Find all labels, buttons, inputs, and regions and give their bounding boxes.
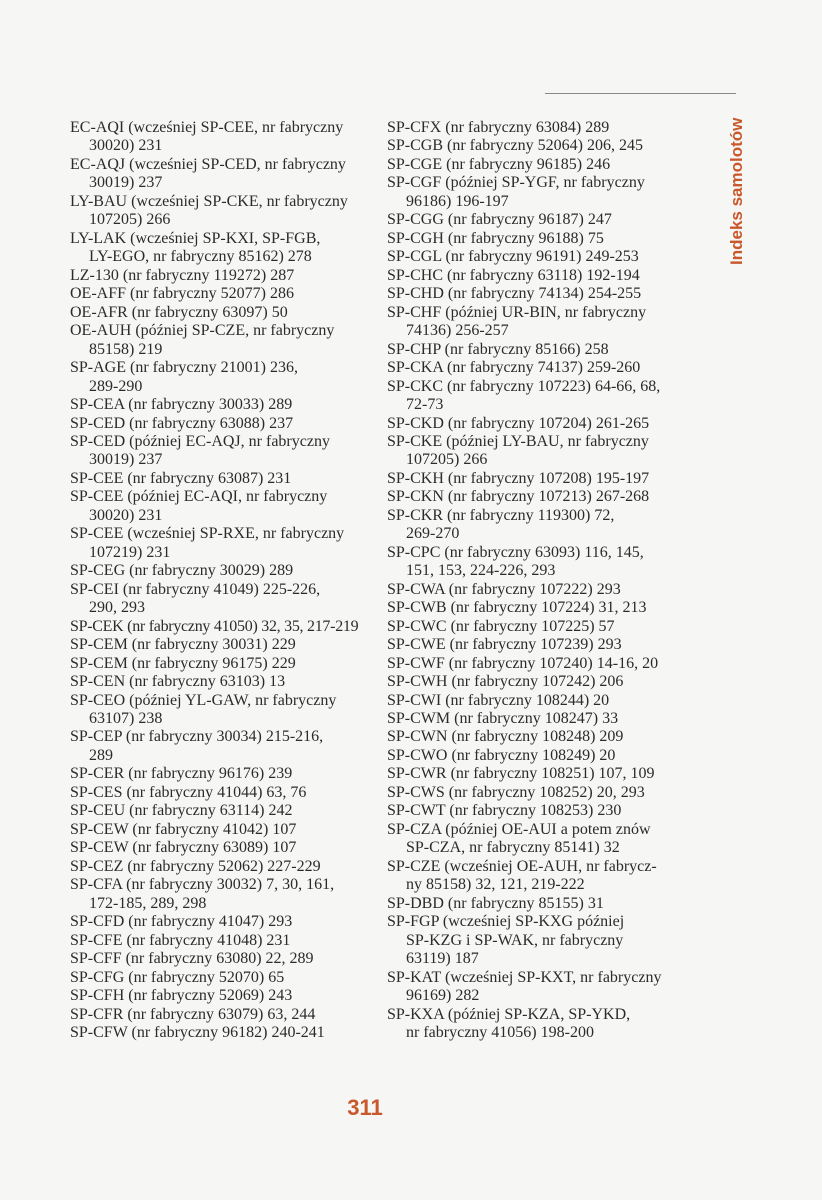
index-entry-continuation-line: 269-270 <box>406 525 460 543</box>
index-entry-line: SP-CGB (nr fabryczny 52064) 206, 245 <box>387 137 643 155</box>
index-entry-line: SP-CEE (nr fabryczny 63087) 231 <box>70 469 292 487</box>
index-entry-line: SP-CKN (nr fabryczny 107213) 267-268 <box>387 488 650 506</box>
index-entry-line: SP-CHC (nr fabryczny 63118) 192-194 <box>387 266 640 284</box>
index-entry-continuation-line: 151, 153, 224-226, 293 <box>406 562 556 580</box>
index-entry <box>70 581 358 618</box>
index-entry-line: SP-CED (nr fabryczny 63088) 237 <box>70 414 294 432</box>
index-entry <box>387 821 675 858</box>
index-entry <box>70 765 358 783</box>
index-entry-line: SP-CKH (nr fabryczny 107208) 195-197 <box>387 469 650 487</box>
index-entry <box>70 858 358 876</box>
index-entry <box>70 802 358 820</box>
index-entry-line: SP-CES (nr fabryczny 41044) 63, 76 <box>70 783 307 801</box>
index-entry <box>387 359 675 377</box>
index-entry-line: SP-CWC (nr fabryczny 107225) 57 <box>387 617 615 635</box>
index-entry <box>387 618 675 636</box>
index-entry <box>387 895 675 913</box>
index-entry-line: EC-AQI (wcześniej SP-CEE, nr fabryczny <box>70 119 344 136</box>
index-entry-line: SP-CKR (nr fabryczny 119300) 72, <box>387 506 615 524</box>
index-entry-line: SP-CEA (nr fabryczny 30033) 289 <box>70 396 293 414</box>
index-entry-continuation-line: 107219) 231 <box>89 543 171 561</box>
index-entry <box>387 156 675 174</box>
index-entry-line: OE-AFF (nr fabryczny 52077) 286 <box>70 285 294 303</box>
index-entry-continuation-line: 63119) 187 <box>406 950 479 968</box>
index-entry-line: SP-DBD (nr fabryczny 85155) 31 <box>387 894 604 912</box>
index-entry-continuation-line: 30020) 231 <box>89 506 163 524</box>
index-entry-continuation-line: 85158) 219 <box>89 340 163 358</box>
index-entry <box>387 802 675 820</box>
index-entry-continuation-line: 30019) 237 <box>89 451 163 469</box>
index-entry-line: SP-CER (nr fabryczny 96176) 239 <box>70 765 293 783</box>
section-side-tab: Indeks samolotów <box>727 117 746 265</box>
index-entry <box>70 488 358 525</box>
index-entry-line: SP-CEN (nr fabryczny 63103) 13 <box>70 673 286 691</box>
index-entry-line: OE-AUH (później SP-CZE, nr fabryczny <box>70 322 335 340</box>
index-entry <box>387 174 675 211</box>
index-entry <box>70 396 358 414</box>
index-entry <box>387 488 675 506</box>
index-entry-line: SP-CFH (nr fabryczny 52069) 243 <box>70 987 293 1005</box>
index-entry-continuation-line: 30020) 231 <box>89 137 163 155</box>
index-entry <box>70 932 358 950</box>
index-entry <box>387 341 675 359</box>
index-entry <box>387 378 675 415</box>
index-entry <box>387 415 675 433</box>
index-entry <box>387 655 675 673</box>
index-entry <box>387 784 675 802</box>
index-entry <box>387 211 675 229</box>
index-entry <box>387 248 675 266</box>
index-entry-line: SP-CWT (nr fabryczny 108253) 230 <box>387 802 622 820</box>
index-entry-line: SP-AGE (nr fabryczny 21001) 236, <box>70 359 298 377</box>
index-entry <box>387 230 675 248</box>
index-entry-line: LY-LAK (wcześniej SP-KXI, SP-FGB, <box>70 229 321 247</box>
index-entry-line: SP-CHP (nr fabryczny 85166) 258 <box>387 340 609 358</box>
index-entry <box>70 1006 358 1024</box>
index-entry <box>387 747 675 765</box>
index-entry <box>70 692 358 729</box>
index-entry-line: SP-CWB (nr fabryczny 107224) 31, 213 <box>387 599 647 617</box>
index-entry-line: SP-CWI (nr fabryczny 108244) 20 <box>387 691 610 709</box>
index-entry <box>70 359 358 396</box>
index-entry <box>70 470 358 488</box>
index-entry <box>70 950 358 968</box>
index-entry-line: SP-CWS (nr fabryczny 108252) 20, 293 <box>387 783 645 801</box>
index-entry-line: SP-CHD (nr fabryczny 74134) 254-255 <box>387 285 642 303</box>
index-entry <box>70 156 358 193</box>
index-entry <box>387 599 675 617</box>
index-entry-continuation-line: 96169) 282 <box>406 987 480 1005</box>
index-entry <box>387 913 675 968</box>
index-entry <box>70 673 358 691</box>
index-entry-line: SP-CED (później EC-AQJ, nr fabryczny <box>70 432 330 450</box>
index-entry <box>70 839 358 857</box>
index-entry <box>70 913 358 931</box>
index-entry-line: SP-CWO (nr fabryczny 108249) 20 <box>387 746 616 764</box>
index-entry-line: SP-CEW (nr fabryczny 41042) 107 <box>70 820 297 838</box>
index-entry-line: SP-CEE (wcześniej SP-RXE, nr fabryczny <box>70 525 345 543</box>
index-entry-line: SP-CEO (później YL-GAW, nr fabryczny <box>70 691 337 709</box>
index-entry-line: SP-CFR (nr fabryczny 63079) 63, 244 <box>70 1005 316 1023</box>
index-entry-continuation-line: 30019) 237 <box>89 174 163 192</box>
index-column-right <box>387 119 675 1042</box>
index-entry <box>70 285 358 303</box>
index-entry <box>70 433 358 470</box>
index-entry-line: SP-CFW (nr fabryczny 96182) 240-241 <box>70 1023 325 1041</box>
index-entry <box>70 784 358 802</box>
index-entry <box>70 193 358 230</box>
index-entry <box>387 728 675 746</box>
index-entry-line: SP-KAT (wcześniej SP-KXT, nr fabryczny <box>387 968 662 986</box>
index-entry-line: SP-CWA (nr fabryczny 107222) 293 <box>387 580 621 598</box>
index-entry-line: SP-CFA (nr fabryczny 30032) 7, 30, 161, <box>70 876 335 894</box>
index-entry-line: SP-CFF (nr fabryczny 63080) 22, 289 <box>70 950 314 968</box>
index-entry-line: SP-CEM (nr fabryczny 96175) 229 <box>70 654 296 672</box>
index-entry-line: SP-CEM (nr fabryczny 30031) 229 <box>70 636 296 654</box>
index-entry-line: SP-CEU (nr fabryczny 63114) 242 <box>70 802 293 820</box>
index-entry-line: OE-AFR (nr fabryczny 63097) 50 <box>70 303 288 321</box>
index-entry-line: LY-BAU (wcześniej SP-CKE, nr fabryczny <box>70 192 348 210</box>
index-entry <box>70 267 358 285</box>
index-entry-line: SP-CZA (później OE-AUI a potem znów <box>387 820 651 838</box>
header-rule <box>545 93 736 94</box>
index-entry <box>387 507 675 544</box>
index-entry-continuation-line: ny 85158) 32, 121, 219-222 <box>406 876 585 894</box>
index-entry-continuation-line: 289 <box>89 746 113 764</box>
index-entry-continuation-line: 172-185, 289, 298 <box>89 894 207 912</box>
index-entry-continuation-line: nr fabryczny 41056) 198-200 <box>406 1023 594 1041</box>
index-entry-continuation-line: 63107) 238 <box>89 710 163 727</box>
index-entry <box>387 544 675 581</box>
index-entry <box>387 581 675 599</box>
index-entry-line: SP-CWM (nr fabryczny 108247) 33 <box>387 710 619 727</box>
index-entry-line: SP-CGL (nr fabryczny 96191) 249-253 <box>387 248 639 266</box>
index-entry-line: SP-CKA (nr fabryczny 74137) 259-260 <box>387 359 641 377</box>
index-entry <box>387 304 675 341</box>
index-entry <box>70 728 358 765</box>
index-entry-continuation-line: 96186) 196-197 <box>406 192 509 210</box>
index-entry <box>70 636 358 654</box>
index-entry-line: SP-CFE (nr fabryczny 41048) 231 <box>70 931 291 949</box>
index-entry <box>70 618 358 636</box>
index-entry-line: SP-CEK (nr fabryczny 41050) 32, 35, 217-219 <box>70 617 359 635</box>
index-entry <box>387 969 675 1006</box>
index-entry <box>387 285 675 303</box>
index-entry <box>387 267 675 285</box>
index-entry-line: LZ-130 (nr fabryczny 119272) 287 <box>70 266 295 284</box>
index-entry <box>387 765 675 783</box>
index-entry-line: SP-CGH (nr fabryczny 96188) 75 <box>387 229 604 247</box>
index-entry-continuation-line: 107205) 266 <box>406 451 488 469</box>
index-entry-continuation-line: 72-73 <box>406 396 444 414</box>
index-entry <box>70 655 358 673</box>
index-entry-continuation-line: SP-KZG i SP-WAK, nr fabryczny <box>406 931 624 949</box>
index-entry <box>70 969 358 987</box>
index-entry-continuation-line: 289-290 <box>89 377 143 395</box>
index-entry <box>387 470 675 488</box>
index-entry <box>387 433 675 470</box>
index-entry-line: SP-CEZ (nr fabryczny 52062) 227-229 <box>70 857 321 875</box>
index-entry-line: SP-CWF (nr fabryczny 107240) 14-16, 20 <box>387 654 659 672</box>
index-entry-line: SP-CWH (nr fabryczny 107242) 206 <box>387 673 624 691</box>
index-entry-continuation-line: 290, 293 <box>89 599 145 617</box>
index-entry <box>70 525 358 562</box>
index-entry <box>70 119 358 156</box>
index-entry-line: SP-CFG (nr fabryczny 52070) 65 <box>70 968 285 986</box>
index-entry <box>387 858 675 895</box>
index-entry <box>70 987 358 1005</box>
index-entry-line: EC-AQJ (wcześniej SP-CED, nr fabryczny <box>70 155 346 173</box>
index-entry-line: SP-CHF (później UR-BIN, nr fabryczny <box>387 303 647 321</box>
index-entry-line: SP-CKC (nr fabryczny 107223) 64-66, 68, <box>387 377 661 395</box>
index-entry-line: SP-KXA (później SP-KZA, SP-YKD, <box>387 1005 631 1023</box>
index-entry <box>70 304 358 322</box>
index-entry <box>387 636 675 654</box>
index-entry-line: SP-CGE (nr fabryczny 96185) 246 <box>387 155 611 173</box>
index-entry <box>387 119 675 137</box>
index-entry-continuation-line: 107205) 266 <box>89 211 171 229</box>
index-entry-line: SP-CGG (nr fabryczny 96187) 247 <box>387 211 612 229</box>
index-entry-continuation-line: LY-EGO, nr fabryczny 85162) 278 <box>89 248 312 266</box>
index-entry-line: SP-CWE (nr fabryczny 107239) 293 <box>387 636 622 654</box>
index-entry <box>70 322 358 359</box>
index-entry <box>70 1024 358 1042</box>
index-entry <box>387 137 675 155</box>
index-entry-line: SP-FGP (wcześniej SP-KXG później <box>387 913 625 931</box>
index-entry-line: SP-CKE (później LY-BAU, nr fabryczny <box>387 432 649 450</box>
index-entry-line: SP-CFD (nr fabryczny 41047) 293 <box>70 913 293 931</box>
index-entry-line: SP-CEI (nr fabryczny 41049) 225-226, <box>70 580 321 598</box>
index-entry <box>70 876 358 913</box>
index-entry <box>387 1006 675 1043</box>
index-entry-line: SP-CGF (później SP-YGF, nr fabryczny <box>387 174 645 192</box>
index-entry <box>70 230 358 267</box>
index-entry-line: SP-CEP (nr fabryczny 30034) 215-216, <box>70 728 324 746</box>
index-entry <box>387 692 675 710</box>
index-entry-line: SP-CPC (nr fabryczny 63093) 116, 145, <box>387 543 644 561</box>
index-entry <box>387 710 675 728</box>
index-entry-line: SP-CEW (nr fabryczny 63089) 107 <box>70 839 297 857</box>
index-entry <box>70 415 358 433</box>
index-entry-line: SP-CFX (nr fabryczny 63084) 289 <box>387 119 610 136</box>
index-entry <box>387 673 675 691</box>
index-entry-continuation-line: 74136) 256-257 <box>406 322 509 340</box>
index-entry-line: SP-CZE (wcześniej OE-AUH, nr fabrycz- <box>387 857 657 875</box>
index-column-left <box>70 119 358 1042</box>
index-entry-line: SP-CEG (nr fabryczny 30029) 289 <box>70 562 294 580</box>
index-entry <box>70 821 358 839</box>
index-entry-line: SP-CKD (nr fabryczny 107204) 261-265 <box>387 414 650 432</box>
index-entry-line: SP-CWN (nr fabryczny 108248) 209 <box>387 728 624 746</box>
index-entry-line: SP-CWR (nr fabryczny 108251) 107, 109 <box>387 765 655 783</box>
index-entry-continuation-line: SP-CZA, nr fabryczny 85141) 32 <box>406 839 620 857</box>
page-number: 311 <box>347 1095 383 1120</box>
index-entry <box>70 562 358 580</box>
index-entry-line: SP-CEE (później EC-AQI, nr fabryczny <box>70 488 328 506</box>
